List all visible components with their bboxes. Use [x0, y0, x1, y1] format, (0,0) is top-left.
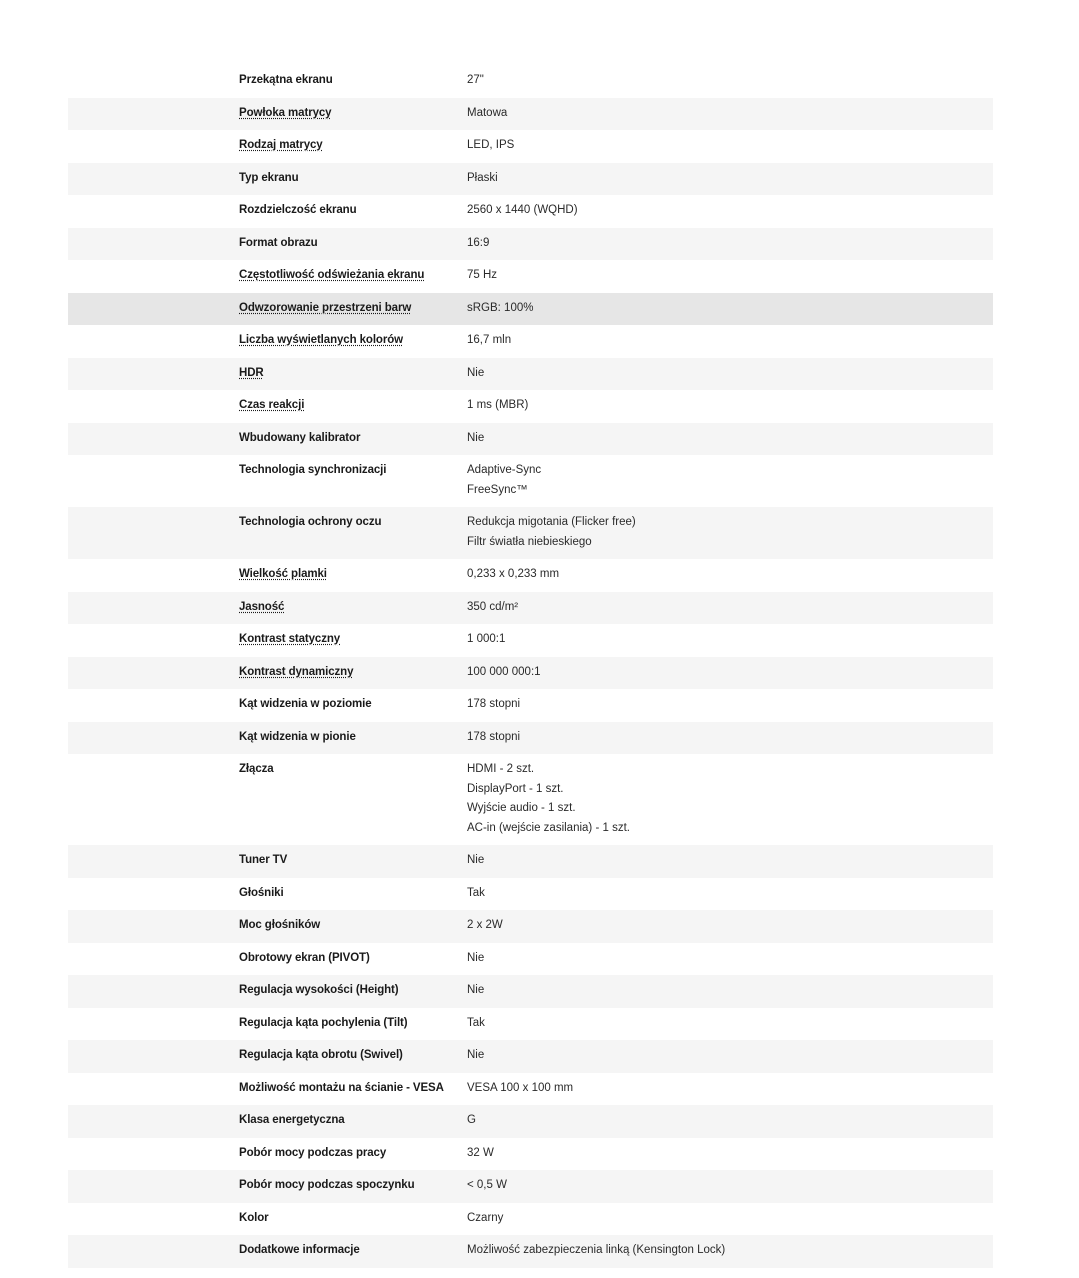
spec-value-line: Nie — [467, 984, 485, 996]
spec-label: Kolor — [239, 1211, 269, 1224]
spec-label[interactable]: Rodzaj matrycy — [239, 139, 323, 151]
spec-label[interactable]: Odwzorowanie przestrzeni barw — [239, 301, 412, 314]
spec-label: Technologia ochrony oczu — [239, 516, 382, 528]
spec-value — [467, 981, 993, 1001]
spec-value-line: FreeSync™ — [467, 483, 528, 496]
spec-value-line: 178 stopni — [467, 730, 521, 743]
spec-value — [467, 169, 993, 189]
spec-row — [68, 507, 993, 559]
spec-row — [68, 65, 993, 98]
spec-value — [467, 1176, 993, 1196]
spec-label[interactable]: Kontrast statyczny — [239, 633, 341, 645]
spec-label: Pobór mocy podczas spoczynku — [239, 1179, 415, 1191]
spec-label[interactable]: Jasność — [239, 600, 285, 613]
spec-label: Typ ekranu — [239, 171, 299, 184]
spec-row — [68, 722, 993, 755]
spec-row — [68, 195, 993, 228]
spec-row — [68, 592, 993, 625]
spec-row — [68, 1203, 993, 1236]
spec-value — [467, 71, 993, 91]
spec-value-line: Adaptive-Sync — [467, 464, 542, 476]
spec-value-line: Czarny — [467, 1211, 504, 1224]
spec-label: Głośniki — [239, 886, 284, 899]
spec-value — [467, 364, 993, 384]
spec-value-line: Nie — [467, 431, 485, 444]
spec-value — [467, 1046, 993, 1066]
spec-table — [68, 65, 993, 1268]
spec-value — [467, 429, 993, 449]
spec-value — [467, 949, 993, 969]
spec-value-line: 1 000:1 — [467, 633, 506, 645]
spec-value-line: 27" — [467, 74, 484, 86]
spec-value-line: 75 Hz — [467, 269, 498, 281]
spec-value — [467, 266, 993, 286]
spec-label: Regulacja kąta pochylenia (Tilt) — [239, 1016, 408, 1029]
spec-row — [68, 943, 993, 976]
spec-row — [68, 910, 993, 943]
spec-row — [68, 878, 993, 911]
spec-value — [467, 513, 993, 552]
spec-value-line: VESA 100 x 100 mm — [467, 1081, 574, 1094]
spec-value-line: 1 ms (MBR) — [467, 399, 529, 411]
spec-value-line: LED, IPS — [467, 139, 515, 151]
spec-row — [68, 260, 993, 293]
spec-value — [467, 331, 993, 351]
spec-label: Wbudowany kalibrator — [239, 431, 361, 444]
spec-row — [68, 1040, 993, 1073]
spec-value-line: Możliwość zabezpieczenia linką (Kensington Lock) — [467, 1244, 726, 1256]
spec-value-line: Wyjście audio - 1 szt. — [467, 802, 576, 814]
spec-row — [68, 293, 993, 326]
spec-value-line: DisplayPort - 1 szt. — [467, 782, 564, 795]
spec-value-line: Matowa — [467, 106, 508, 119]
spec-value-line: 350 cd/m² — [467, 600, 519, 613]
spec-value — [467, 884, 993, 904]
spec-row — [68, 163, 993, 196]
spec-value — [467, 728, 993, 748]
spec-value-line: Tak — [467, 1016, 485, 1029]
spec-label[interactable]: Częstotliwość odświeżania ekranu — [239, 269, 425, 281]
spec-value — [467, 201, 993, 221]
spec-value-line: AC-in (wejście zasilania) - 1 szt. — [467, 821, 630, 834]
spec-value — [467, 396, 993, 416]
spec-label: Rozdzielczość ekranu — [239, 204, 357, 216]
spec-row — [68, 559, 993, 592]
spec-label[interactable]: Powłoka matrycy — [239, 106, 332, 119]
spec-label: Złącza — [239, 763, 274, 775]
spec-label[interactable]: HDR — [239, 366, 264, 379]
spec-value-line: 16,7 mln — [467, 334, 512, 346]
spec-label: Przekątna ekranu — [239, 74, 333, 86]
spec-label: Moc głośników — [239, 919, 321, 931]
spec-row — [68, 455, 993, 507]
spec-label: Regulacja wysokości (Height) — [239, 984, 399, 996]
spec-value-line: Nie — [467, 951, 485, 964]
spec-label: Kąt widzenia w poziomie — [239, 698, 372, 710]
spec-row — [68, 1170, 993, 1203]
spec-value — [467, 598, 993, 618]
spec-value-line: 16:9 — [467, 236, 490, 249]
spec-row — [68, 1138, 993, 1171]
spec-value-line: < 0,5 W — [467, 1179, 507, 1191]
spec-row — [68, 325, 993, 358]
spec-row — [68, 1073, 993, 1106]
spec-value-line: sRGB: 100% — [467, 301, 534, 314]
spec-value — [467, 916, 993, 936]
spec-value-line: Nie — [467, 1049, 485, 1061]
spec-value — [467, 136, 993, 156]
spec-value-line: HDMI - 2 szt. — [467, 763, 535, 775]
spec-value-line: Płaski — [467, 171, 498, 184]
spec-label: Technologia synchronizacji — [239, 464, 387, 476]
spec-value — [467, 1144, 993, 1164]
spec-value — [467, 1241, 993, 1261]
spec-row — [68, 689, 993, 722]
spec-value-line: 2560 x 1440 (WQHD) — [467, 204, 578, 216]
spec-row — [68, 1008, 993, 1041]
spec-label: Dodatkowe informacje — [239, 1244, 360, 1256]
spec-value-line: 0,233 x 0,233 mm — [467, 568, 560, 580]
spec-value — [467, 104, 993, 124]
spec-value-line: Tak — [467, 886, 485, 899]
spec-value — [467, 630, 993, 650]
spec-label: Kąt widzenia w pionie — [239, 730, 356, 743]
spec-label: Klasa energetyczna — [239, 1114, 345, 1126]
spec-value — [467, 565, 993, 585]
spec-value — [467, 1079, 993, 1099]
spec-row — [68, 423, 993, 456]
spec-label: Obrotowy ekran (PIVOT) — [239, 951, 370, 964]
spec-row — [68, 358, 993, 391]
spec-label: Regulacja kąta obrotu (Swivel) — [239, 1049, 403, 1061]
spec-value-line: G — [467, 1114, 476, 1126]
spec-value-line: 100 000 000:1 — [467, 665, 541, 678]
spec-value — [467, 461, 993, 500]
spec-row — [68, 845, 993, 878]
spec-value-line: 178 stopni — [467, 698, 521, 710]
spec-value — [467, 1014, 993, 1034]
spec-label[interactable]: Kontrast dynamiczny — [239, 665, 354, 678]
spec-value-line: 32 W — [467, 1146, 494, 1159]
spec-row — [68, 228, 993, 261]
spec-label: Możliwość montażu na ścianie - VESA — [239, 1081, 444, 1094]
spec-label: Pobór mocy podczas pracy — [239, 1146, 387, 1159]
spec-row — [68, 975, 993, 1008]
spec-row — [68, 130, 993, 163]
spec-label[interactable]: Liczba wyświetlanych kolorów — [239, 334, 403, 346]
spec-row — [68, 390, 993, 423]
spec-value-line: Filtr światła niebieskiego — [467, 535, 592, 548]
spec-value — [467, 1111, 993, 1131]
spec-value — [467, 760, 993, 838]
spec-value-line: 2 x 2W — [467, 919, 503, 931]
spec-row — [68, 1235, 993, 1268]
spec-value-line: Nie — [467, 854, 485, 866]
spec-row — [68, 754, 993, 845]
spec-value — [467, 695, 993, 715]
spec-row — [68, 657, 993, 690]
spec-row — [68, 98, 993, 131]
spec-value — [467, 663, 993, 683]
spec-value-line: Nie — [467, 366, 485, 379]
spec-label: Tuner TV — [239, 854, 288, 866]
spec-value — [467, 234, 993, 254]
spec-value — [467, 851, 993, 871]
spec-value-line: Redukcja migotania (Flicker free) — [467, 516, 636, 528]
spec-row — [68, 1105, 993, 1138]
spec-label[interactable]: Wielkość plamki — [239, 568, 327, 580]
spec-row — [68, 624, 993, 657]
spec-label: Format obrazu — [239, 236, 318, 249]
spec-value — [467, 299, 993, 319]
spec-value — [467, 1209, 993, 1229]
spec-label[interactable]: Czas reakcji — [239, 399, 305, 411]
